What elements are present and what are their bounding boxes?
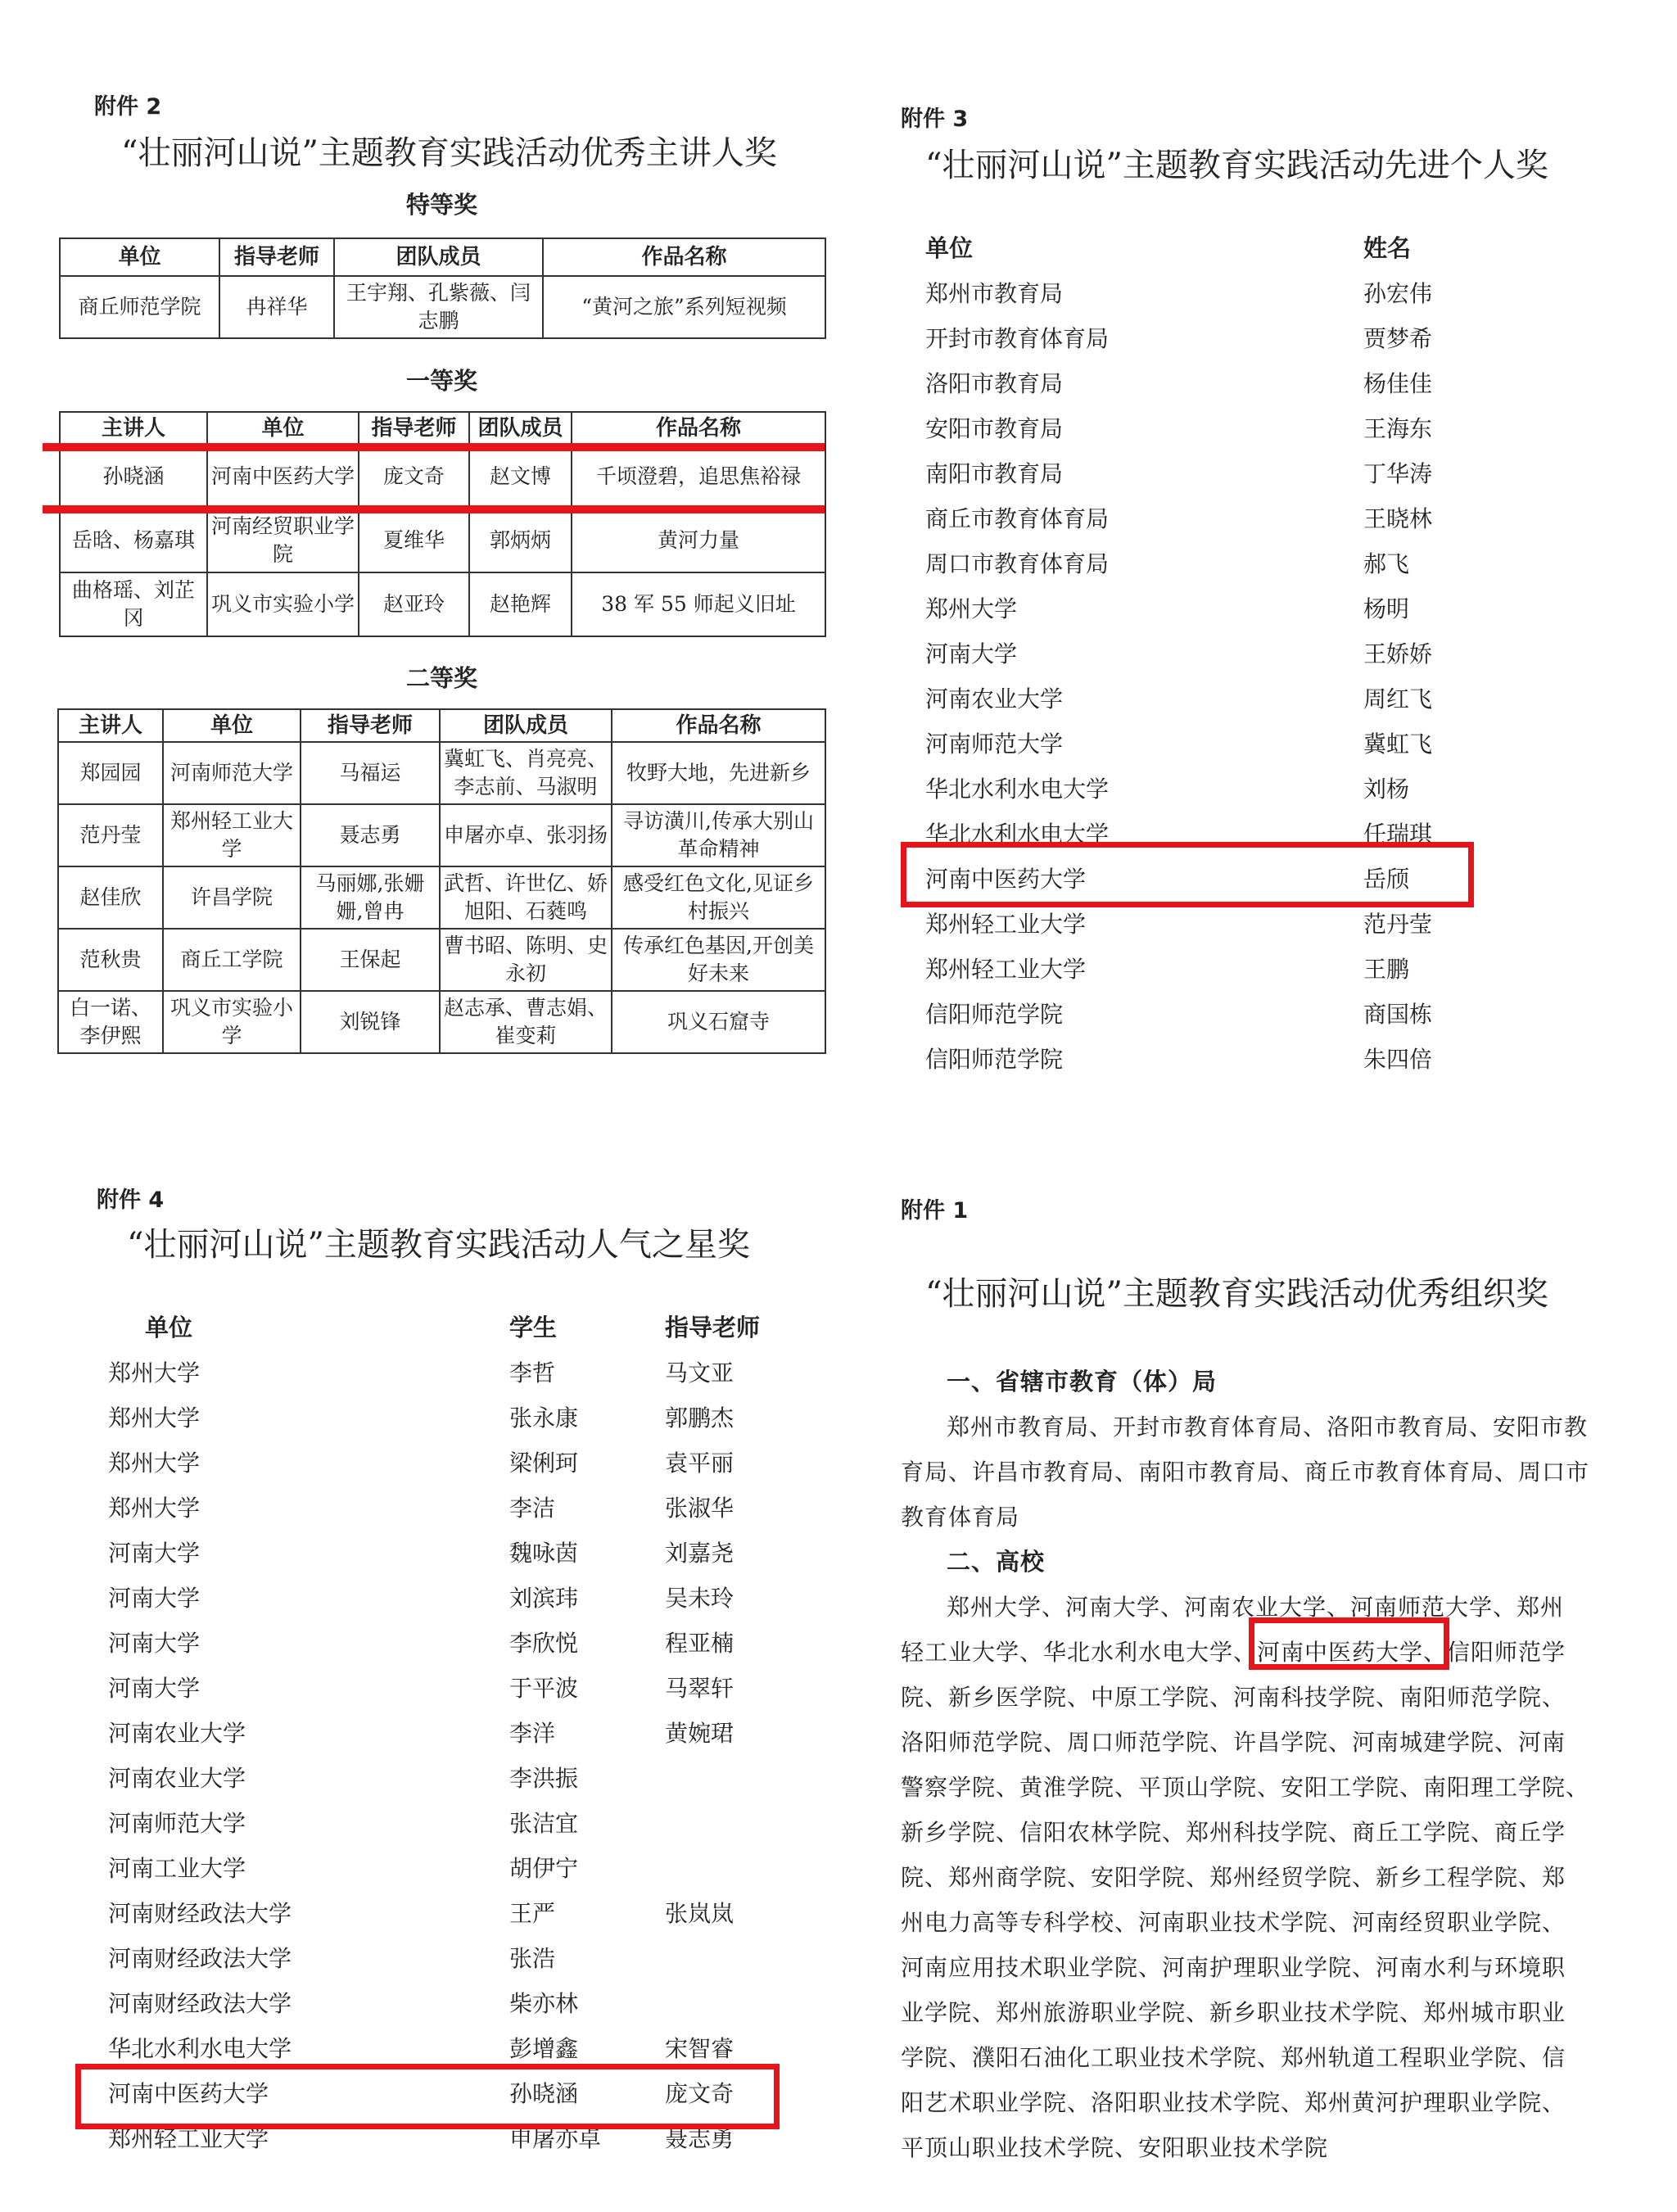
cell: 刘锐锋 bbox=[301, 991, 440, 1053]
unit: 河南农业大学 bbox=[108, 1765, 246, 1792]
unit: 河南大学 bbox=[108, 1585, 201, 1612]
col-advisor: 指导老师 bbox=[359, 412, 469, 445]
unit: 郑州大学 bbox=[108, 1359, 201, 1386]
student: 孙晓涵 bbox=[509, 2080, 579, 2107]
student: 申屠亦卓 bbox=[509, 2125, 602, 2152]
annex3-label: 附件 3 bbox=[901, 106, 969, 132]
student: 柴亦林 bbox=[509, 1990, 579, 2017]
list-item bbox=[925, 947, 1515, 992]
cell: 王宇翔、孔紫薇、闫志鹏 bbox=[334, 276, 543, 338]
cell: 冀虹飞、肖亮亮、李志前、马淑明 bbox=[440, 742, 612, 804]
unit: 洛阳市教育局 bbox=[925, 370, 1064, 397]
advanced-individual-list bbox=[925, 226, 1515, 1082]
cell: 商丘师范学院 bbox=[60, 276, 219, 338]
popularity-star-list bbox=[108, 1305, 780, 2161]
student: 王严 bbox=[509, 1900, 556, 1927]
unit: 郑州大学 bbox=[108, 1450, 201, 1477]
col-unit: 单位 bbox=[163, 709, 301, 742]
cell: 巩义石窟寺 bbox=[612, 991, 825, 1053]
unit: 商丘市教育体育局 bbox=[925, 505, 1110, 532]
student: 张浩 bbox=[509, 1945, 556, 1972]
col-unit: 单位 bbox=[925, 234, 974, 262]
advisor: 袁平丽 bbox=[665, 1450, 735, 1477]
student: 梁俐珂 bbox=[509, 1450, 579, 1477]
student: 李欣悦 bbox=[509, 1630, 579, 1657]
list-item bbox=[925, 271, 1515, 316]
annex3-title: “壮丽河山说”主题教育实践活动先进个人奖 bbox=[925, 147, 1548, 184]
name: 刘杨 bbox=[1363, 776, 1410, 803]
col-advisor: 指导老师 bbox=[665, 1314, 761, 1341]
unit: 河南农业大学 bbox=[925, 685, 1064, 712]
unit: 河南中医药大学 bbox=[108, 2080, 269, 2107]
unit: 郑州大学 bbox=[925, 595, 1018, 622]
unit: 安阳市教育局 bbox=[925, 415, 1064, 442]
col-work: 作品名称 bbox=[612, 709, 825, 742]
cell: 河南师范大学 bbox=[163, 742, 301, 804]
highlight-box-annex1 bbox=[1249, 1617, 1449, 1670]
cell: 河南经贸职业学院 bbox=[207, 509, 359, 572]
cell: 范丹莹 bbox=[58, 804, 163, 866]
cell: 河南中医药大学 bbox=[207, 445, 359, 509]
highlight-box-annex4 bbox=[75, 2064, 780, 2129]
list-item bbox=[925, 496, 1515, 541]
unit: 河南财经政法大学 bbox=[108, 1900, 292, 1927]
col-advisor: 指导老师 bbox=[301, 709, 440, 742]
student: 李哲 bbox=[509, 1359, 556, 1386]
list-item bbox=[925, 541, 1515, 586]
name: 杨佳佳 bbox=[1363, 370, 1433, 397]
list-item bbox=[108, 1621, 780, 1666]
cell: 曲格瑶、刘芷冈 bbox=[60, 572, 207, 636]
advisor: 郭鹏杰 bbox=[665, 1405, 735, 1432]
col-unit: 单位 bbox=[145, 1314, 193, 1341]
cell: 千顷澄碧，追思焦裕禄 bbox=[572, 445, 825, 509]
college-line: 河南应用技术职业学院、河南护理职业学院、河南水利与环境职 bbox=[901, 1954, 1566, 1981]
advisor: 聂志勇 bbox=[665, 2125, 735, 2152]
student: 于平波 bbox=[509, 1675, 579, 1702]
advisor: 马文亚 bbox=[665, 1359, 735, 1386]
list-item bbox=[108, 1981, 780, 2026]
student: 彭增鑫 bbox=[509, 2035, 579, 2062]
student: 李洋 bbox=[509, 1720, 556, 1747]
annex1-label: 附件 1 bbox=[901, 1198, 969, 1224]
list-item bbox=[108, 1396, 780, 1441]
name: 郝飞 bbox=[1363, 550, 1410, 577]
unit: 河南大学 bbox=[925, 640, 1018, 667]
cell: 赵亚玲 bbox=[359, 572, 469, 636]
table-row bbox=[60, 445, 825, 509]
name: 任瑞琪 bbox=[1363, 821, 1433, 848]
list-item bbox=[108, 1350, 780, 1396]
list-item bbox=[108, 1666, 780, 1711]
col-student: 学生 bbox=[509, 1314, 558, 1341]
college-line: 洛阳师范学院、周口师范学院、许昌学院、河南城建学院、河南 bbox=[901, 1729, 1566, 1756]
special-prize-heading: 特等奖 bbox=[405, 191, 477, 219]
list-item bbox=[108, 1891, 780, 1936]
col-team: 团队成员 bbox=[469, 412, 572, 445]
name: 朱四倍 bbox=[1363, 1046, 1433, 1073]
col-work: 作品名称 bbox=[543, 238, 825, 276]
cell: 寻访潢川,传承大别山革命精神 bbox=[612, 804, 825, 866]
unit: 河南师范大学 bbox=[925, 731, 1064, 758]
name: 贾梦希 bbox=[1363, 325, 1433, 352]
table-row bbox=[58, 866, 825, 929]
table-row bbox=[60, 572, 825, 636]
list-item bbox=[108, 1846, 780, 1891]
cell: 赵文博 bbox=[469, 445, 572, 509]
cell: 黄河力量 bbox=[572, 509, 825, 572]
list-item bbox=[925, 1037, 1515, 1082]
table-row bbox=[58, 929, 825, 991]
student: 李洪振 bbox=[509, 1765, 579, 1792]
cell: 王保起 bbox=[301, 929, 440, 991]
cell: “黄河之旅”系列短视频 bbox=[543, 276, 825, 338]
unit: 华北水利水电大学 bbox=[925, 776, 1110, 803]
advisor: 刘嘉尧 bbox=[665, 1540, 735, 1567]
name: 范丹莹 bbox=[1363, 911, 1433, 938]
unit: 郑州大学 bbox=[108, 1495, 201, 1522]
student: 刘滨玮 bbox=[509, 1585, 579, 1612]
student: 张洁宜 bbox=[509, 1810, 579, 1837]
college-line: 郑州大学、河南大学、河南农业大学、河南师范大学、郑州 bbox=[947, 1594, 1565, 1621]
advisor: 张岚岚 bbox=[665, 1900, 735, 1927]
advisor: 庞文奇 bbox=[665, 2080, 735, 2107]
unit: 信阳师范学院 bbox=[925, 1001, 1064, 1028]
list-item bbox=[925, 722, 1515, 767]
cell: 郑州轻工业大学 bbox=[163, 804, 301, 866]
second-prize-table bbox=[57, 708, 826, 1054]
list-item bbox=[925, 406, 1515, 451]
cell: 马福运 bbox=[301, 742, 440, 804]
unit: 河南大学 bbox=[108, 1630, 201, 1657]
name: 孙宏伟 bbox=[1363, 280, 1433, 307]
list-item bbox=[925, 361, 1515, 406]
list-item bbox=[925, 586, 1515, 631]
col-team: 团队成员 bbox=[334, 238, 543, 276]
table-row bbox=[60, 276, 825, 338]
cell: 岳晗、杨嘉琪 bbox=[60, 509, 207, 572]
cell: 赵志承、曹志娟、崔变莉 bbox=[440, 991, 612, 1053]
student: 胡伊宁 bbox=[509, 1855, 579, 1882]
name: 岳颀 bbox=[1363, 866, 1410, 893]
advisor: 黄婉珺 bbox=[665, 1720, 735, 1747]
table-row bbox=[58, 804, 825, 866]
special-prize-table bbox=[59, 237, 826, 339]
advisor: 宋智睿 bbox=[665, 2035, 735, 2062]
unit: 周口市教育体育局 bbox=[925, 550, 1110, 577]
cell: 马丽娜,张姗姗,曾冉 bbox=[301, 866, 440, 929]
annex4-label: 附件 4 bbox=[97, 1187, 165, 1213]
college-line: 州电力高等专科学校、河南职业技术学院、河南经贸职业学院、 bbox=[901, 1909, 1566, 1936]
list-item bbox=[925, 902, 1515, 947]
list-item bbox=[108, 1486, 780, 1531]
table-row bbox=[58, 742, 825, 804]
name: 杨明 bbox=[1363, 595, 1410, 622]
col-advisor: 指导老师 bbox=[219, 238, 334, 276]
name: 周红飞 bbox=[1363, 685, 1433, 712]
cell: 白一诺、李伊熙 bbox=[58, 991, 163, 1053]
highlight-box-annex3 bbox=[901, 842, 1474, 907]
college-line: 学院、濮阳石油化工职业技术学院、郑州轨道工程职业学院、信 bbox=[901, 2044, 1566, 2071]
annex2-label: 附件 2 bbox=[94, 94, 162, 120]
cell: 感受红色文化,见证乡村振兴 bbox=[612, 866, 825, 929]
cell: 聂志勇 bbox=[301, 804, 440, 866]
advisor: 吴未玲 bbox=[665, 1585, 735, 1612]
cell: 冉祥华 bbox=[219, 276, 334, 338]
table-row bbox=[60, 509, 825, 572]
name: 冀虹飞 bbox=[1363, 731, 1433, 758]
name: 王娇娇 bbox=[1363, 640, 1433, 667]
unit: 郑州轻工业大学 bbox=[925, 911, 1087, 938]
section-heading-bureaus: 一、省辖市教育（体）局 bbox=[947, 1368, 1218, 1396]
unit: 河南农业大学 bbox=[108, 1720, 246, 1747]
cell: 申屠亦卓、张羽扬 bbox=[440, 804, 612, 866]
unit: 河南财经政法大学 bbox=[108, 1945, 292, 1972]
list-item bbox=[925, 767, 1515, 812]
cell: 曹书昭、陈明、史永初 bbox=[440, 929, 612, 991]
cell: 孙晓涵 bbox=[60, 445, 207, 509]
unit: 河南工业大学 bbox=[108, 1855, 246, 1882]
list-item bbox=[925, 316, 1515, 361]
unit: 开封市教育体育局 bbox=[925, 325, 1110, 352]
annex4-title: “壮丽河山说”主题教育实践活动人气之星奖 bbox=[127, 1226, 750, 1264]
annex2-title: “壮丽河山说”主题教育实践活动优秀主讲人奖 bbox=[121, 134, 777, 172]
list-item bbox=[925, 631, 1515, 676]
name: 王晓林 bbox=[1363, 505, 1433, 532]
cell: 牧野大地，先进新乡 bbox=[612, 742, 825, 804]
highlight-line-bottom bbox=[43, 505, 825, 513]
college-line: 警察学院、黄淮学院、平顶山学院、安阳工学院、南阳理工学院、 bbox=[901, 1774, 1590, 1801]
name: 王鹏 bbox=[1363, 956, 1410, 983]
unit: 郑州轻工业大学 bbox=[925, 956, 1087, 983]
cell: 巩义市实验小学 bbox=[163, 991, 301, 1053]
college-line: 新乡学院、信阳农林学院、郑州科技学院、商丘工学院、商丘学 bbox=[901, 1819, 1566, 1846]
list-item bbox=[925, 992, 1515, 1037]
list-item bbox=[108, 1801, 780, 1846]
cell: 郭炳炳 bbox=[469, 509, 572, 572]
name: 商国栋 bbox=[1363, 1001, 1433, 1028]
unit: 河南财经政法大学 bbox=[108, 1990, 292, 2017]
unit: 南阳市教育局 bbox=[925, 460, 1064, 487]
student: 魏咏茵 bbox=[509, 1540, 579, 1567]
unit: 郑州轻工业大学 bbox=[108, 2125, 269, 2152]
list-item bbox=[108, 1576, 780, 1621]
organization-award-text bbox=[901, 1359, 1593, 2170]
advisor: 程亚楠 bbox=[665, 1630, 735, 1657]
unit: 河南大学 bbox=[108, 1675, 201, 1702]
highlight-line-top bbox=[43, 443, 825, 451]
student: 李洁 bbox=[509, 1495, 556, 1522]
cell: 赵艳辉 bbox=[469, 572, 572, 636]
col-speaker: 主讲人 bbox=[60, 412, 207, 445]
unit: 华北水利水电大学 bbox=[925, 821, 1110, 848]
col-team: 团队成员 bbox=[440, 709, 612, 742]
cell: 武哲、许世亿、娇旭阳、石蕤鸣 bbox=[440, 866, 612, 929]
cell: 夏维华 bbox=[359, 509, 469, 572]
unit: 河南大学 bbox=[108, 1540, 201, 1567]
name: 王海东 bbox=[1363, 415, 1433, 442]
cell: 巩义市实验小学 bbox=[207, 572, 359, 636]
college-line: 平顶山职业技术学院、安阳职业技术学院 bbox=[901, 2134, 1329, 2161]
list-item bbox=[108, 1711, 780, 1756]
list-item bbox=[108, 1441, 780, 1486]
cell: 许昌学院 bbox=[163, 866, 301, 929]
col-speaker: 主讲人 bbox=[58, 709, 163, 742]
name: 丁华涛 bbox=[1363, 460, 1433, 487]
unit: 华北水利水电大学 bbox=[108, 2035, 292, 2062]
col-unit: 单位 bbox=[207, 412, 359, 445]
list-item bbox=[925, 676, 1515, 722]
second-prize-heading: 二等奖 bbox=[405, 664, 477, 692]
col-name: 姓名 bbox=[1363, 234, 1412, 262]
advisor: 张淑华 bbox=[665, 1495, 735, 1522]
section-heading-colleges: 二、高校 bbox=[947, 1548, 1046, 1576]
college-line: 轻工业大学、华北水利水电大学、河南中医药大学、信阳师范学 bbox=[901, 1639, 1566, 1666]
advisor: 马翠轩 bbox=[665, 1675, 735, 1702]
unit: 郑州大学 bbox=[108, 1405, 201, 1432]
table-row bbox=[58, 991, 825, 1053]
bureau-list: 郑州市教育局、开封市教育体育局、洛阳市教育局、安阳市教育局、许昌市教育局、南阳市教育局、商丘市教育体育局、周口市教育体育局 bbox=[901, 1414, 1590, 1531]
college-line: 院、新乡医学院、中原工学院、河南科技学院、南阳师范学院、 bbox=[901, 1684, 1566, 1711]
student: 张永康 bbox=[509, 1405, 579, 1432]
college-line: 阳艺术职业学院、洛阳职业技术学院、郑州黄河护理职业学院、 bbox=[901, 2089, 1566, 2116]
cell: 庞文奇 bbox=[359, 445, 469, 509]
cell: 商丘工学院 bbox=[163, 929, 301, 991]
col-unit: 单位 bbox=[60, 238, 219, 276]
list-item bbox=[925, 451, 1515, 496]
annex1-title: “壮丽河山说”主题教育实践活动优秀组织奖 bbox=[925, 1275, 1548, 1313]
unit: 河南师范大学 bbox=[108, 1810, 246, 1837]
list-item bbox=[108, 1531, 780, 1576]
college-line: 院、郑州商学院、安阳学院、郑州经贸学院、新乡工程学院、郑 bbox=[901, 1864, 1566, 1891]
unit: 信阳师范学院 bbox=[925, 1046, 1064, 1073]
unit: 郑州市教育局 bbox=[925, 280, 1064, 307]
unit: 河南中医药大学 bbox=[925, 866, 1087, 893]
cell: 传承红色基因,开创美好未来 bbox=[612, 929, 825, 991]
first-prize-heading: 一等奖 bbox=[405, 367, 477, 395]
cell: 38 军 55 师起义旧址 bbox=[572, 572, 825, 636]
college-line: 业学院、郑州旅游职业学院、新乡职业技术学院、郑州城市职业 bbox=[901, 1999, 1566, 2026]
list-item bbox=[108, 1756, 780, 1801]
cell: 范秋贵 bbox=[58, 929, 163, 991]
cell: 郑园园 bbox=[58, 742, 163, 804]
col-work: 作品名称 bbox=[572, 412, 825, 445]
list-item bbox=[108, 1936, 780, 1981]
cell: 赵佳欣 bbox=[58, 866, 163, 929]
